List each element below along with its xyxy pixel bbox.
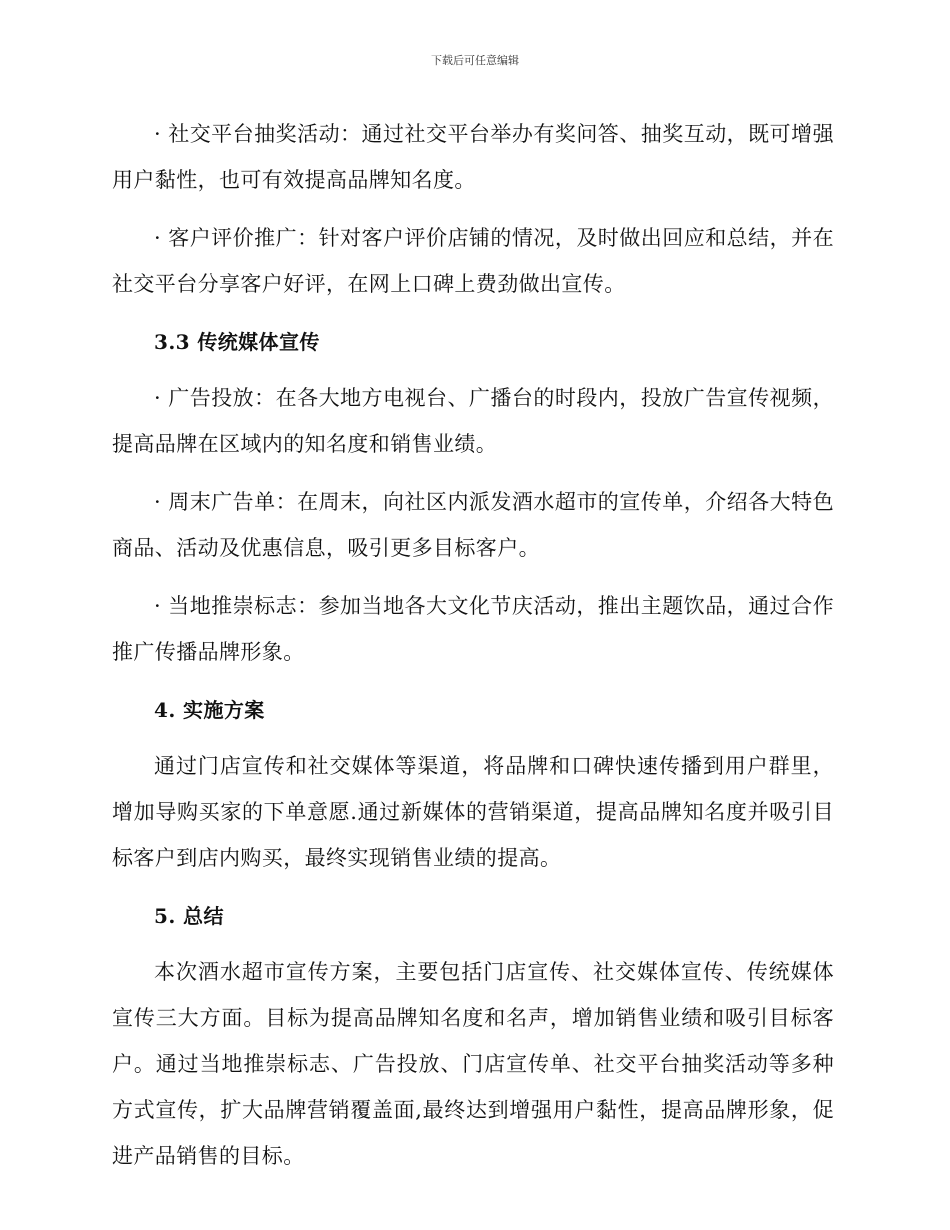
paragraph-local-symbol: · 当地推崇标志：参加当地各大文化节庆活动，推出主题饮品，通过合作推广传播品牌形象。 [112,594,834,664]
section-heading-3-3: 3.3 传统媒体宣传 [154,330,320,354]
document-body [112,111,834,1191]
section-heading-5: 5. 总结 [154,904,224,928]
paragraph-weekend-flyer: · 周末广告单：在周末，向社区内派发酒水超市的宣传单，介绍各大特色商品、活动及优惠信息，吸引更多目标客户。 [112,490,834,560]
paragraph-customer-review: · 客户评价推广：针对客户评价店铺的情况，及时做出回应和总结，并在社交平台分享客户好评，在网上口碑上费劲做出宣传。 [112,226,834,296]
paragraph-summary: 本次酒水超市宣传方案，主要包括门店宣传、社交媒体宣传、传统媒体宣传三大方面。目标为提高品牌知名度和名声，增加销售业绩和吸引目标客户。通过当地推崇标志、广告投放、门店宣传单、社交平台抽奖活动等多种方式宣传，扩大品牌营销覆盖面,最终达到增强用户黏性，提高品牌形象，促进产品销售的目标。 [112,960,834,1168]
paragraph-social-lottery: · 社交平台抽奖活动：通过社交平台举办有奖问答、抽奖互动，既可增强用户黏性，也可有效提高品牌知名度。 [112,122,834,192]
paragraph-ad-placement: · 广告投放：在各大地方电视台、广播台的时段内，投放广告宣传视频，提高品牌在区域内的知名度和销售业绩。 [112,386,834,456]
paragraph-implementation: 通过门店宣传和社交媒体等渠道，将品牌和口碑快速传播到用户群里，增加导购买家的下单意愿.通过新媒体的营销渠道，提高品牌知名度并吸引目标客户到店内购买，最终实现销售业绩的提高。 [112,754,834,870]
section-heading-4: 4. 实施方案 [154,698,265,722]
page-header: 下载后可任意编辑 [431,54,519,67]
